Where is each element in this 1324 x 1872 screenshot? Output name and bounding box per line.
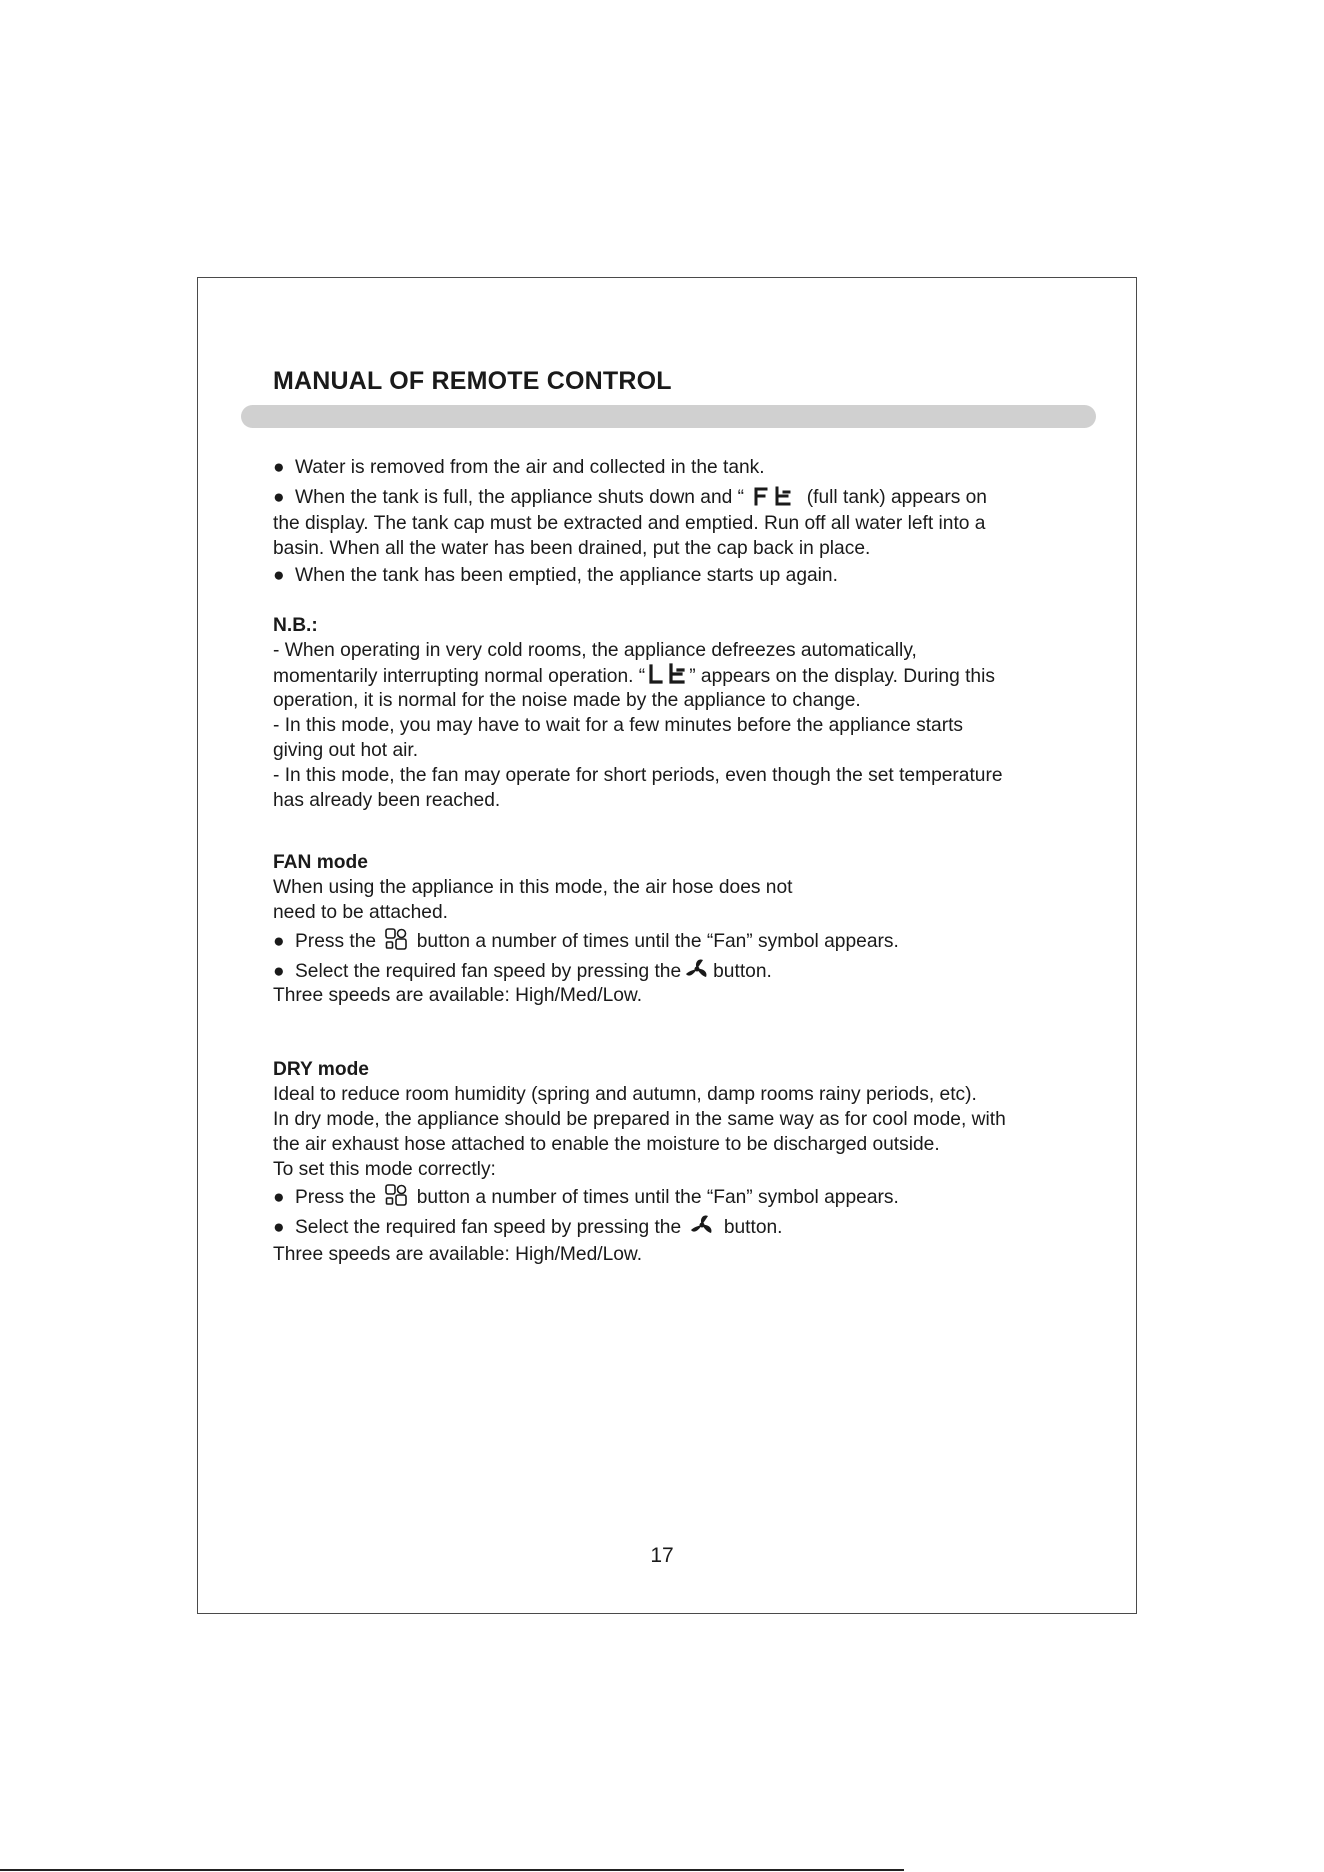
fan-mode-line-1: When using the appliance in this mode, the air hose does not bbox=[273, 877, 793, 898]
dry-mode-bullet-press-mode: ● Press the button a number of times until the “Fan” symbol appears. bbox=[273, 1183, 899, 1211]
title-underline-bar bbox=[241, 405, 1096, 428]
tank-full-text-line-3: basin. When all the water has been drained, put the cap back in place. bbox=[273, 538, 871, 559]
nb-line-7: has already been reached. bbox=[273, 790, 501, 811]
dry-mode-line-1: Ideal to reduce room humidity (spring and autumn, damp rooms rainy periods, etc). bbox=[273, 1084, 977, 1105]
fan-speed-icon bbox=[684, 957, 710, 981]
nb-line-6: - In this mode, the fan may operate for short periods, even though the set temperature bbox=[273, 765, 1003, 786]
nb-heading: N.B.: bbox=[273, 615, 318, 636]
bullet-tank-emptied: ● When the tank has been emptied, the appliance starts up again. bbox=[273, 563, 838, 589]
dry-mode-heading: DRY mode bbox=[273, 1059, 369, 1080]
full-tank-code-icon bbox=[751, 486, 799, 506]
bullet-dot-icon: ● bbox=[273, 457, 285, 478]
tank-full-text-line-2: the display. The tank cap must be extracted and emptied. Run off all water left into a bbox=[273, 513, 986, 534]
fan-mode-line-2: need to be attached. bbox=[273, 902, 448, 923]
bullet-tank-full: ● When the tank is full, the appliance shuts down and “ (full tank) appears on bbox=[273, 485, 987, 511]
bullet-dot-icon: ● bbox=[273, 1187, 285, 1208]
nb-line-5: giving out hot air. bbox=[273, 740, 419, 761]
dry-mode-line-2: In dry mode, the appliance should be prepared in the same way as for cool mode, with bbox=[273, 1109, 1006, 1130]
fan-mode-bullet-fan-speed: ● Select the required fan speed by pressing the button. bbox=[273, 957, 772, 985]
bullet-dot-icon: ● bbox=[273, 931, 285, 952]
bullet-dot-icon: ● bbox=[273, 565, 285, 586]
nb-line-2: momentarily interrupting normal operation. “ ” appears on the display. During this bbox=[273, 663, 995, 690]
page-title: MANUAL OF REMOTE CONTROL bbox=[273, 367, 672, 395]
dry-mode-speeds-text: Three speeds are available: High/Med/Low. bbox=[273, 1244, 643, 1265]
nb-line-3: operation, it is normal for the noise made by the appliance to change. bbox=[273, 690, 861, 711]
dry-mode-line-3: the air exhaust hose attached to enable the moisture to be discharged outside. bbox=[273, 1134, 940, 1155]
bullet-dot-icon: ● bbox=[273, 1217, 285, 1238]
page-number: 17 bbox=[650, 1544, 674, 1567]
bottom-scan-rule bbox=[0, 1869, 904, 1871]
bullet-dot-icon: ● bbox=[273, 487, 285, 508]
bullet-dot-icon: ● bbox=[273, 961, 285, 982]
dry-mode-bullet-fan-speed: ● Select the required fan speed by pressing the button. bbox=[273, 1213, 783, 1241]
fan-speed-icon bbox=[689, 1213, 715, 1237]
nb-line-4: - In this mode, you may have to wait for a few minutes before the appliance starts bbox=[273, 715, 964, 736]
mode-button-icon bbox=[384, 927, 408, 951]
bullet-water-removed: ● Water is removed from the air and collected in the tank. bbox=[273, 455, 765, 481]
fan-mode-heading: FAN mode bbox=[273, 852, 368, 873]
fan-mode-speeds-text: Three speeds are available: High/Med/Low. bbox=[273, 985, 643, 1006]
fan-mode-bullet-press-mode: ● Press the button a number of times until the “Fan” symbol appears. bbox=[273, 927, 899, 955]
mode-button-icon bbox=[384, 1183, 408, 1207]
dry-mode-line-4: To set this mode correctly: bbox=[273, 1159, 496, 1180]
nb-line-1: - When operating in very cold rooms, the appliance defreezes automatically, bbox=[273, 640, 917, 661]
defrost-code-icon bbox=[647, 663, 687, 685]
